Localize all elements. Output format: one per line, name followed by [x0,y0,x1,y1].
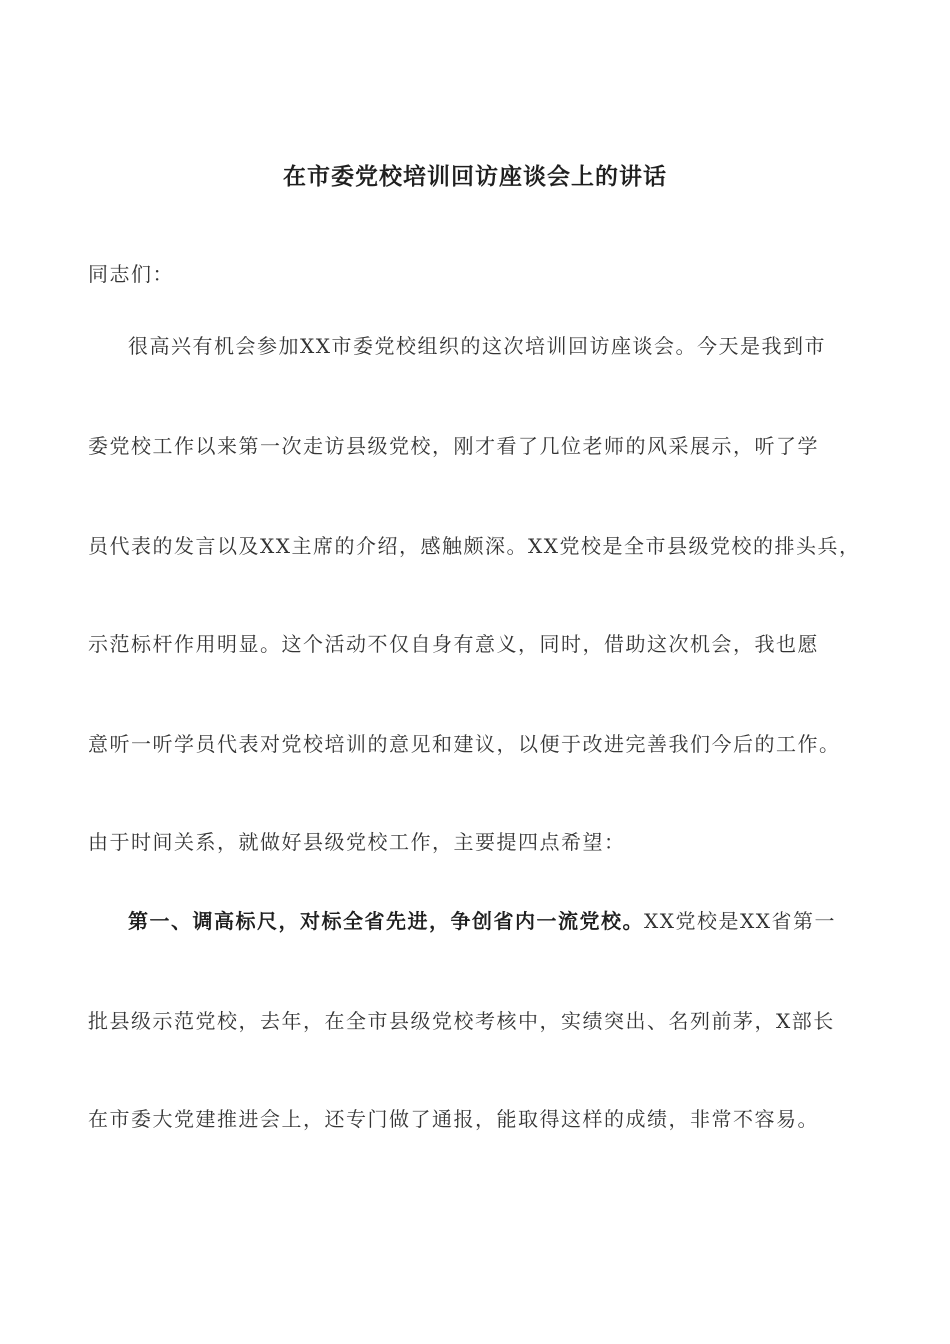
paragraph2-line-1 [128,905,836,934]
paragraph1-line-3: 员代表的发言以及XX主席的介绍，感触颇深。XX党校是全市县级党校的排头兵， [88,534,861,558]
paragraph2-line-2: 批县级示范党校，去年，在全市县级党校考核中，实绩突出、名列前茅，X部长 [88,1009,835,1033]
paragraph1-line-5: 意听一听学员代表对党校培训的意见和建议，以便于改进完善我们今后的工作。 [88,732,841,756]
paragraph1-line-1: 很高兴有机会参加XX市委党校组织的这次培训回访座谈会。今天是我到市 [128,334,826,358]
section-heading: 第一、调高标尺，对标全省先进，争创省内一流党校。 [128,909,644,933]
paragraph1-line-2: 委党校工作以来第一次走访县级党校，刚才看了几位老师的风采展示，听了学 [88,434,819,458]
paragraph1-line-4: 示范标杆作用明显。这个活动不仅自身有意义，同时，借助这次机会，我也愿 [88,632,819,656]
document-title: 在市委党校培训回访座谈会上的讲话 [283,163,667,190]
paragraph2-line-1-rest: XX党校是XX省第一 [644,909,836,933]
salutation: 同志们： [88,262,174,286]
paragraph1-line-6: 由于时间关系，就做好县级党校工作，主要提四点希望： [88,830,626,854]
paragraph2-line-3: 在市委大党建推进会上，还专门做了通报，能取得这样的成绩，非常不容易。 [88,1107,819,1131]
